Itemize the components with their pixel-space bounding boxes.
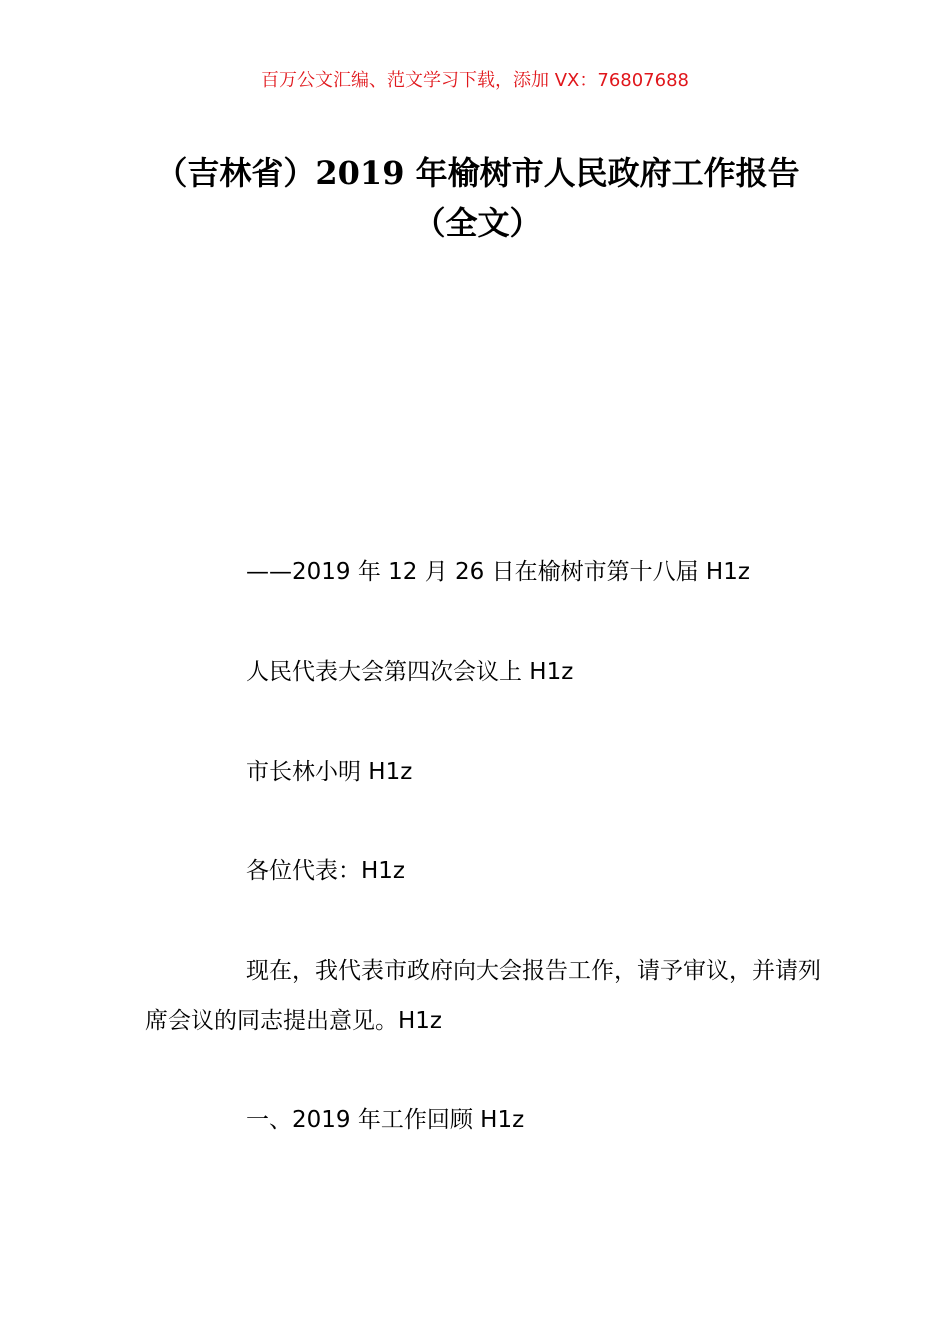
paragraph-speaker-line: 市长林小明 H1z bbox=[246, 759, 413, 785]
document-title: （吉林省）2019 年榆树市人民政府工作报告（全文） bbox=[155, 154, 800, 242]
paragraph-date-line: ——2019 年 12 月 26 日在榆树市第十八届 H1z bbox=[246, 559, 750, 585]
promo-header-text: 百万公文汇编、范文学习下载，添加 VX：76807688 bbox=[261, 70, 689, 91]
section-heading-work-review: 一、2019 年工作回顾 H1z bbox=[246, 1107, 525, 1133]
paragraph-salutation: 各位代表：H1z bbox=[246, 858, 406, 884]
paragraph-meeting-line: 人民代表大会第四次会议上 H1z bbox=[246, 659, 574, 685]
paragraph-opening-statement: 现在，我代表市政府向大会报告工作，请予审议，并请列席会议的同志提出意见。H1z bbox=[145, 958, 821, 1034]
